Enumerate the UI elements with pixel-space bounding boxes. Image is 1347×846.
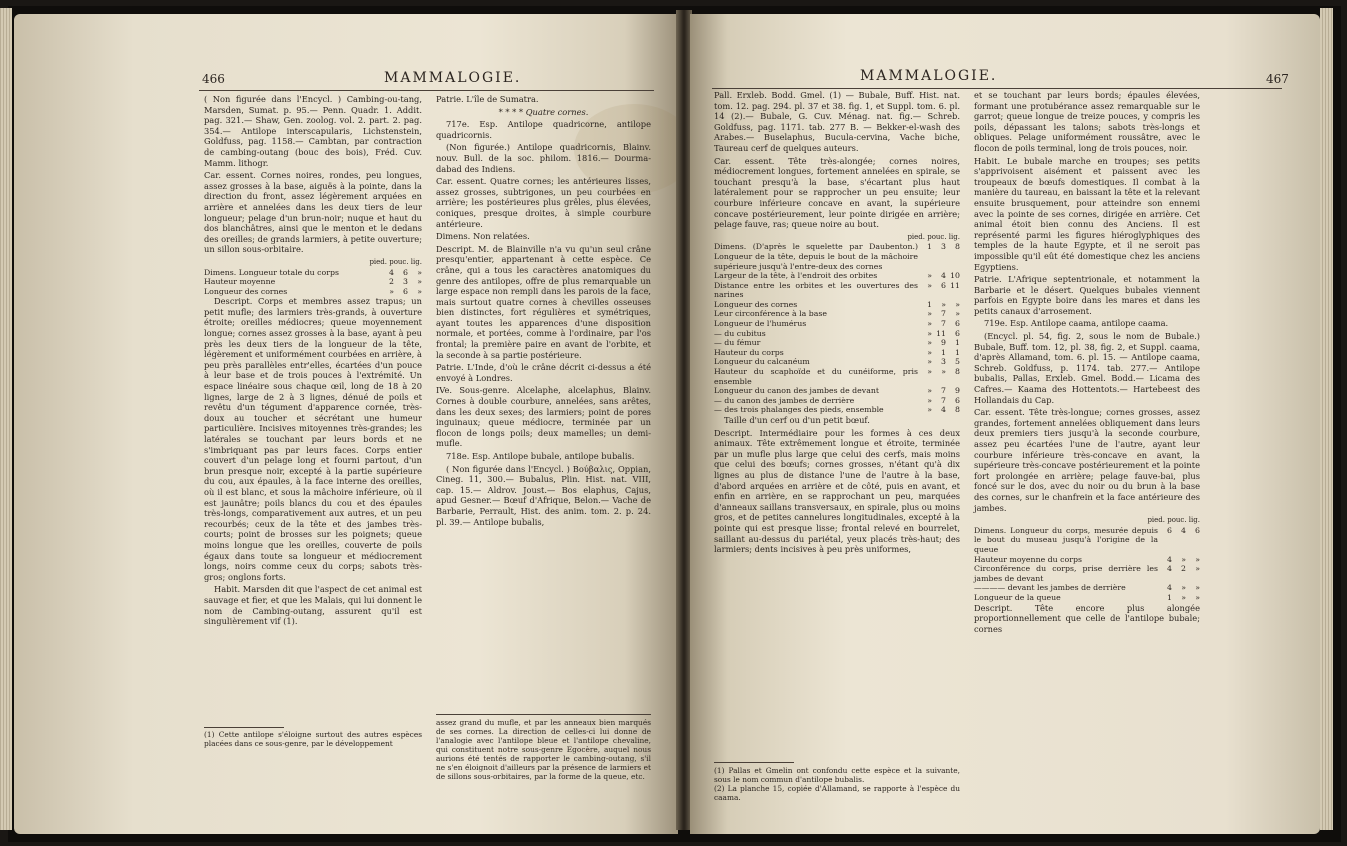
right-page [690, 14, 1320, 834]
dimensions-note: Dimens. Non relatées. [436, 231, 530, 242]
synonymy-paragraph: ( Non figurée dans l'Encycl. ) Cambing-ou-tang, Marsden, Sumat. p. 95.— Penn. Quadr. 1. Addit. pag. 321.— Shaw, Gen. zoolog. vol. 2. part. 2. pag. 354.— Antilope interscapularis, Lichstenstein, Goldfuss, pag. 1158.— Cambtan, par contraction de cambing-outang (bouc des bois), Fréd. Cuv. Mamm. lithogr. [204, 94, 422, 168]
table-row [204, 268, 422, 278]
table-row [714, 348, 960, 358]
dim-label: Distance entre les orbites et les ouvertures des narines [714, 280, 918, 300]
text-column-2 [974, 90, 1200, 636]
dim-inches: » [941, 299, 946, 309]
habitat-paragraph: Habit. Le bubale marche en troupes; ses petits s'apprivoisent aisément et paissent avec les troupeaux de bœufs domestiques. Il combat à la manière du taureau, en baissant la tête et la relevant ensuite brusquement, pour atteindre son ennemi avec la pointe de ses cornes, dirigée en arrière. Cet animal étoit bien connu des Anciens. Il est représenté parmi les figures hiéroglyphiques des temples de la haute Egypte, et il ne seroit pas impossible qu'il eût été domestique chez les anciens Egyptiens. [974, 155, 1200, 272]
dim-label: Longueur des cornes [714, 299, 798, 309]
dim-label: Longueur des cornes [204, 286, 288, 296]
dim-label: Circonférence du corps, prise derrière les jambes de devant [974, 564, 1158, 583]
dimensions-table [714, 242, 960, 415]
table-row [714, 405, 960, 415]
text-column-2 [436, 94, 651, 529]
dim-inches: 4 [941, 405, 946, 415]
dim-label: — du fémur [714, 338, 761, 348]
dim-lines: 6 [1195, 525, 1200, 535]
dim-label: Dimens. Longueur du corps, mesurée depuis le bout du museau jusqu'à l'origine de la queue [974, 525, 1158, 554]
page-number: 467 [1266, 72, 1289, 86]
species-heading: 718e. Esp. Antilope bubale, antilope bubalis. [446, 451, 635, 461]
species-heading: 717e. Esp. Antilope quadricorne, antilope quadricornis. [436, 119, 651, 140]
description-continuation: et se touchant par leurs bords; épaules élevées, formant une protubérance assez remarquable sur le garrot; queue longue de treize pouces, y compris les poils, dépassant les talons; sabots très-longs et obliques. Pelage uniformément roussâtre, avec le flocon de poils terminal, long de trois pouces, noir. [974, 90, 1200, 153]
dim-feet: 6 [1167, 525, 1172, 535]
description-paragraph: Descript. Tête encore plus alongée proportionnellement que celle de l'antilope bubale; cornes [974, 602, 1200, 634]
subgenus-paragraph: IVe. Sous-genre. Alcelaphe, alcelaphus, Blainv. Cornes à double courbure, annelées, sans arêtes, dans les deux sexes; des larmiers; point de pores inguinaux; queue médiocre, terminée par un flocon de longs poils; deux mamelles; un demi-mufle. [436, 385, 651, 449]
dim-inches: 11 [936, 328, 946, 338]
dim-lines: 6 [955, 395, 960, 405]
left-page [14, 14, 678, 834]
habitat-paragraph: Habit. Marsden dit que l'aspect de cet animal est sauvage et fier, et que les Malais, qui lui donnent le nom de Cambing-outang, assurent qu'il est singulièrement vif (1). [204, 584, 422, 627]
patrie-paragraph: Patrie. L'île de Sumatra. [436, 94, 539, 104]
dim-feet: 4 [1167, 583, 1172, 593]
dim-feet: » [927, 357, 932, 367]
table-row [974, 555, 1200, 565]
dim-feet: 1 [1167, 592, 1172, 602]
dim-label: Longueur du calcanéum [714, 357, 810, 367]
dim-inches: » [1181, 554, 1186, 564]
text-column-1 [714, 90, 960, 557]
dim-inches: 6 [941, 280, 946, 290]
dim-lines: » [1195, 554, 1200, 564]
table-row [974, 583, 1200, 593]
dimensions-table [974, 526, 1200, 603]
dim-lines: » [1195, 583, 1200, 593]
dim-lines: 11 [950, 280, 960, 290]
dim-label: Dimens. (D'après le squelette par Daubenton.) Longueur de la tête, depuis le bout de la mâchoire supérieure jusqu'à l'entre-deux des cornes [714, 242, 918, 271]
species-heading: 719e. Esp. Antilope caama, antilope caama. [984, 318, 1169, 329]
essential-characters: Car. essent. Cornes noires, rondes, peu longues, assez grosses à la base, aiguës à la pointe, dans la direction du front, assez légèrement arquées en arrière et annelées dans les deux tiers de leur longueur; pelage d'un brun-noir; nuque et haut du dos blanchâtres, ainsi que le menton et le dedans des oreilles; de grands larmiers, à petite ouverture; un sillon sous-orbitaire. [204, 170, 422, 255]
table-row [714, 242, 960, 271]
dim-feet: » [927, 338, 932, 348]
dim-label: Leur circonférence à la base [714, 309, 828, 319]
essential-characters: Car. essent. Tête très-alongée; cornes noires, médiocrement longues, fortement annelées en spirale, se touchant presqu'à la base, s'écartant plus haut latéralement pour se rapprocher un peu ensuite; leur courbure inférieure concave en avant, la supérieure concave postérieurement, leur pointe dirigée en arrière; pelage fauve, ras; queue noire au bout. [714, 155, 960, 230]
header-rule [199, 90, 654, 91]
table-row [974, 593, 1200, 603]
dim-lines: 10 [950, 271, 960, 281]
dim-feet: » [927, 328, 932, 338]
dim-label: — du canon des jambes de derrière [714, 395, 855, 405]
dim-inches: 4 [941, 271, 946, 281]
dim-lines: » [417, 267, 422, 277]
dim-feet: 1 [927, 242, 932, 252]
table-row [974, 526, 1200, 555]
section-heading: * * * * Quatre cornes. [498, 106, 589, 117]
dim-label: Hauteur moyenne [204, 277, 276, 287]
running-head: MAMMALOGIE. [384, 70, 522, 86]
dim-inches: 3 [403, 277, 408, 287]
table-row [714, 300, 960, 310]
table-row [714, 319, 960, 329]
dim-lines: 6 [955, 319, 960, 329]
footnote-rule [204, 727, 284, 728]
left-page-edges [0, 8, 12, 830]
table-row [714, 386, 960, 396]
description-paragraph: Descript. Corps et membres assez trapus; un petit mufle; des larmiers très-grands, à ouverture étroite; oreilles médiocres; queue moyennement longue; cornes assez grosses à la base, ayant à peu près les deux tiers de la longueur de la tête, légèrement et uniformément courbées en arrière, à peu près parallèles entr'elles, écartées d'un pouce à leur base et de trois pouces à l'extrémité. Un espace linéaire sous chaque œil, long de 18 à 20 lignes, large de 2 à 3 lignes, dénué de poils et revêtu d'un tégument d'apparence cornée, très-doux au toucher et sécrétant une humeur particulière. Incisives mitoyennes très-grandes; les latérales se touchant par leurs bords et ne s'imbriquant pas par leurs faces. Corps entier couvert d'un pelage long et fourni partout, d'un brun presque noir, excepté à la partie supérieure du cou, aux épaules, à la face interne des oreilles, où il est blanc, et sous la mâchoire inférieure, où il est jaunâtre; poils blancs du cou et des épaules très-longs, comparativement aux autres, et un peu recourbés; ceux de la tête et des jambes très-courts; point de brosses sur les poignets; queue moins longue que les oreilles, couverte de poils égaux dans toute sa longueur et médiocrement longs, noirs comme ceux du corps; sabots très-gros; onglons forts. [204, 296, 422, 582]
dim-feet: 2 [389, 277, 394, 287]
footnotes [714, 766, 960, 802]
dim-feet: » [927, 280, 932, 290]
table-row [714, 271, 960, 281]
table-row [714, 338, 960, 348]
dim-inches: 4 [1181, 525, 1186, 535]
dim-feet: 1 [927, 299, 932, 309]
dim-feet: 4 [389, 267, 394, 277]
dim-inches: 1 [941, 347, 946, 357]
table-row [714, 367, 960, 386]
dimensions-table [204, 268, 422, 297]
dim-inches: 7 [941, 395, 946, 405]
dim-inches: 3 [941, 357, 946, 367]
dim-label: Largeur de la tête, à l'endroit des orbites [714, 271, 878, 281]
table-row [204, 287, 422, 297]
footnote: (2) La planche 15, copiée d'Allamand, se rapporte à l'espèce du caama. [714, 784, 960, 802]
patrie-paragraph: Patrie. L'Inde, d'où le crâne décrit ci-dessus a été envoyé à Londres. [436, 362, 651, 383]
dim-lines: » [955, 309, 960, 319]
synonymy-paragraph: (Encycl. pl. 54, fig. 2, sous le nom de Bubale.) Bubale, Buff. tom. 12, pl. 38, fig. 2, et Suppl. caama, d'après Allamand, tom. 6. pl. 15. — Antilope caama, Schreb. Goldfuss, p. 1174. tab. 277.— Antilope bubalis, Pallas, Erxleb. Gmel. Bodd.— Licama des Cafres.— Kaama des Hottentots.— Hartebeest des Hollandais du Cap. [974, 331, 1200, 405]
dim-lines: » [417, 286, 422, 296]
dim-inches: 3 [941, 242, 946, 252]
dim-label: Longueur du canon des jambes de devant [714, 386, 879, 396]
description-paragraph: Descript. M. de Blainville n'a vu qu'un seul crâne presqu'entier, appartenant à cette espèce. Ce crâne, qui a tous les caractères anatomiques du genre des antilopes, offre de plus remarquable un large espace non rempli dans les parois de la face, mais surtout quatre cornes à chevilles osseuses bien distinctes, fort régulières et symétriques, ayant toutes les apparences d'une disposition normale, et portées, comme à l'ordinaire, par l'os frontal; la première paire en avant de l'orbite, et la seconde à sa partie postérieure. [436, 243, 651, 360]
dim-label: Hauteur du scaphoïde et du cunéiforme, pris ensemble [714, 367, 918, 386]
dim-feet: 4 [1167, 554, 1172, 564]
dim-lines: 8 [955, 367, 960, 377]
dim-label: Longueur de la queue [974, 592, 1061, 602]
dim-label: ———— devant les jambes de derrière [974, 583, 1126, 593]
dim-inches: » [1181, 583, 1186, 593]
dim-inches: 7 [941, 386, 946, 396]
description-paragraph: Descript. Intermédiaire pour les formes à ces deux animaux. Tête extrêmement longue et étroite, terminée par un mufle plus large que celui des cerfs, mais moins que celui des bœufs; cornes grosses, n'étant qu'à dix lignes au plus de distance l'une de l'autre à la base, d'abord arquées en arrière et de côté, puis en avant, et enfin en arrière, en se rapprochant un peu, marquées d'anneaux saillans transversaux, en spirale, plus ou moins gros, et de petites cannelures longitudinales, excepté à la pointe qui est presque lisse; frontal relevé en bourrelet, saillant au-dessus du pariétal, yeux placés très-haut; des larmiers; dents incisives à peu près uniformes, [714, 427, 960, 555]
dim-inches: 9 [941, 338, 946, 348]
right-page-edges [1320, 8, 1333, 830]
dim-lines: 8 [955, 405, 960, 415]
dim-inches: 2 [1181, 564, 1186, 574]
dim-label: Longueur de l'humérus [714, 319, 807, 329]
dim-feet: 4 [1167, 564, 1172, 574]
dim-lines: 6 [955, 328, 960, 338]
synonymy-paragraph: Pall. Erxleb. Bodd. Gmel. (1) — Bubale, Buff. Hist. nat. tom. 12. pag. 294. pl. 37 et 38. fig. 1, et Suppl. tom. 6. pl. 14 (2).— Bubale, G. Cuv. Ménag. nat. fig.— Schreb. Goldfuss, pag. 1171. tab. 277 B. — Bekker-el-wash des Arabes.— Buselaphus, Bucula-cervina, Vache biche, Taureau cerf de quelques auteurs. [714, 90, 960, 153]
dim-lines: 1 [955, 347, 960, 357]
dim-feet: » [927, 405, 932, 415]
dimension-units: pied. pouc. lig. [369, 257, 422, 266]
dim-lines: 5 [955, 357, 960, 367]
header-rule [712, 88, 1282, 89]
footnote-rule [714, 762, 794, 763]
footnote: (1) Cette antilope s'éloigne surtout des autres espèces placées dans ce sous-genre, par le développement [204, 730, 422, 748]
footnote-continuation: assez grand du mufle, et par les anneaux bien marqués de ses cornes. La direction de celles-ci lui donne de l'analogie avec l'antilope bleue et l'antilope chevaline, qui constituent notre sous-genre Egocère, auquel nous aurions été tentés de rapporter le cambing-outang, s'il ne s'en éloignoit d'ailleurs par la présence de larmiers et de sillons sous-orbitaires, par la forme de la queue, etc. [436, 718, 651, 781]
dim-feet: » [389, 286, 394, 296]
dim-lines: » [1195, 592, 1200, 602]
table-row [714, 281, 960, 300]
dim-lines: 8 [955, 242, 960, 252]
dim-lines: 9 [955, 386, 960, 396]
dim-lines: » [955, 299, 960, 309]
dim-inches: » [1181, 592, 1186, 602]
table-row [714, 357, 960, 367]
dim-feet: » [927, 347, 932, 357]
dim-inches: » [941, 367, 946, 377]
dim-inches: 6 [403, 267, 408, 277]
dim-feet: » [927, 395, 932, 405]
table-row [974, 564, 1200, 583]
dim-label: Hauteur du corps [714, 347, 784, 357]
dim-feet: » [927, 319, 932, 329]
dimension-units: pied. pouc. lig. [1147, 516, 1200, 525]
dim-inches: 6 [403, 286, 408, 296]
essential-characters: Car. essent. Quatre cornes; les antérieures lisses, assez grosses, subtrigones, un peu courbées en arrière; les postérieures plus grêles, plus élevées, coniques, presque droites, à simple courbure antérieure. [436, 176, 651, 229]
table-row [204, 277, 422, 287]
synonymy-paragraph: (Non figurée.) Antilope quadricornis, Blainv. nouv. Bull. de la soc. philom. 1816.— Dourma-dabad des Indiens. [436, 142, 651, 174]
table-row [714, 396, 960, 406]
dim-label: — des trois phalanges des pieds, ensemble [714, 405, 884, 415]
dim-label: — du cubitus [714, 328, 766, 338]
footnote-rule [436, 714, 651, 715]
dimension-units: pied. pouc. lig. [907, 232, 960, 241]
dim-inches: 7 [941, 309, 946, 319]
dim-feet: » [927, 309, 932, 319]
dim-lines: 1 [955, 338, 960, 348]
page-number: 466 [202, 72, 225, 86]
text-column-1 [204, 94, 422, 629]
footnote: (1) Pallas et Gmelin ont confondu cette espèce et la suivante, sous le nom commun d'antilope bubalis. [714, 766, 960, 784]
patrie-paragraph: Patrie. L'Afrique septentrionale, et notamment la Barbarie et le désert. Quelques bubales viennent parfois en Egypte boire dans les mares et dans les petits canaux d'arrosement. [974, 274, 1200, 316]
dim-lines: » [417, 277, 422, 287]
table-row [714, 329, 960, 339]
running-head: MAMMALOGIE. [860, 68, 998, 84]
synonymy-paragraph: ( Non figurée dans l'Encycl. ) Βούβαλις, Oppian, Cineg. 11, 300.— Bubalus, Plin. Hist. nat. VIII, cap. 15.— Aldrov. Joust.— Bos elaphus, Cajus, apud Gesner.— Bœuf d'Afrique, Belon.— Vache de Barbarie, Perrault, Hist. des anim. tom. 2. p. 24. pl. 39.— Antilope bubalis, [436, 463, 651, 527]
dim-label: Hauteur moyenne du corps [974, 554, 1082, 564]
dim-label: Dimens. Longueur totale du corps [204, 267, 339, 277]
dim-feet: » [927, 271, 932, 281]
dim-lines: » [1195, 564, 1200, 574]
dim-feet: » [927, 386, 932, 396]
table-row [714, 309, 960, 319]
essential-characters: Car. essent. Tête très-longue; cornes grosses, assez grandes, fortement annelées obliquement dans leurs deux premiers tiers jusqu'à la seconde courbure, assez peu écartées l'une de l'autre, ayant leur courbure inférieure très-concave en avant, la supérieure très-concave postérieurement et la pointe fort prolongée en arrière; pelage fauve-bai, plus foncé sur le dos, avec du noir ou du brun à la base des cornes, sur le chanfrein et la face antérieure des jambes. [974, 407, 1200, 513]
size-note: Taille d'un cerf ou d'un petit bœuf. [724, 415, 870, 425]
dim-feet: » [927, 367, 932, 377]
dim-inches: 7 [941, 319, 946, 329]
